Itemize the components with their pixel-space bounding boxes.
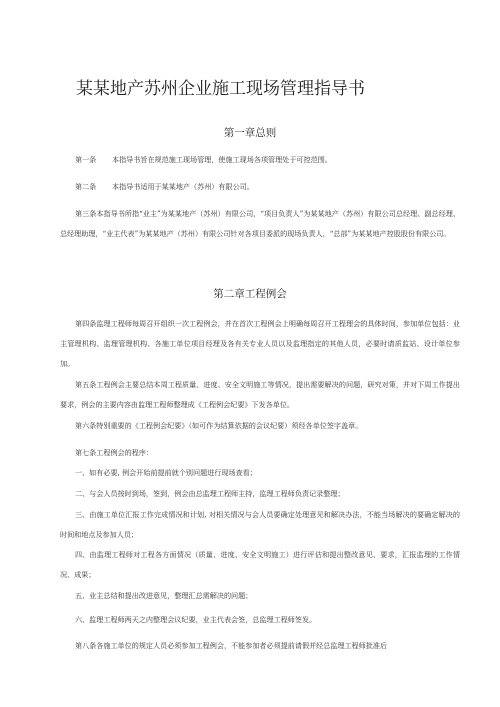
article-6: 第六条特别重要的《工程例会纪要》（如可作为结算依据的会议纪要）须经各单位签字盖章。 [75,421,363,430]
article-7: 第七条工程例会的程序： [75,448,154,457]
article-5: 第五条工程例会主要总结本周工程质量、进度、安全文明施工等情况，提出需要解决的问题，研究对策，并对下周工作提出要求，例会的主要内容由监理工程师整理成《工程例会纪要》下发各单位。 [60,380,460,409]
article-1 [60,150,460,170]
procedure-step-2: 二、与会人员按时到场，签到，例会由总监理工程师主持，监理工程师负责记录整理； [75,489,345,498]
article-4: 第四条监理工程师每周召开组织一次工程例会，并在首次工程例会上明确每周召开工程理会的具体时间，参加单位包括：业主管理机构、监理管理机构、各施工单位项目经理及各有关专业人员以及监理指定的其他人员，必要时请质监站、设计单位参加。 [60,319,460,368]
article-1-number: 第一条 [75,155,97,164]
chapter1-heading: 第一章总则 [223,127,277,139]
procedure-step-1: 一、如有必要, 例会开始前提前就个别问题进行现场查看； [75,468,257,477]
article-8: 第八条各施工单位的规定人员必须参加工程例会，不能参加者必须提前请假并经总监理工程师批准后 [75,641,388,650]
article-3: 第三条本指导书所指“业主”为某某地产（苏州）有限公司，“项目负责人”为某某地产（苏州）有限公司总经理、副总经理、总经理助理，“业主代表”为某某地产（苏州）有限公司针对各项目委派的现场负责人，“总部”为某某地产控股股份有限公司。 [60,209,460,238]
procedure-step-4: 四、由监理工程师对工程各方面情况（质量、进度、安全文明施工）进行评估和提出整改意见、要求，汇报监理的工作情况、成果； [60,550,460,579]
article-1-text: 本指导书旨在规范施工现场管理，使施工现场各项管理处于可控范围。 [112,155,332,164]
document-title: 某某地产苏州企业施工现场管理指导书 [76,79,365,99]
chapter2-heading: 第二章工程例会 [213,288,287,300]
article-2-text: 本指导书适用于某某地产（苏州）有限公司。 [112,182,254,191]
article-2-number: 第二条 [75,182,97,191]
article-2 [60,177,460,197]
procedure-step-6: 六、监理工程师两天之内整理会议纪要，业主代表会签，总监理工程师签发。 [75,615,317,624]
procedure-step-5: 五、业主总结和提出改进意见，整理汇总需解决的问题； [75,591,253,600]
procedure-step-3: 三、由施工单位汇报工作完成情况和计划, 对相关情况与会人员要确定处理意见和解决办法，不能当场解决的要确定解决的时间和地点及参加人员； [60,510,460,539]
